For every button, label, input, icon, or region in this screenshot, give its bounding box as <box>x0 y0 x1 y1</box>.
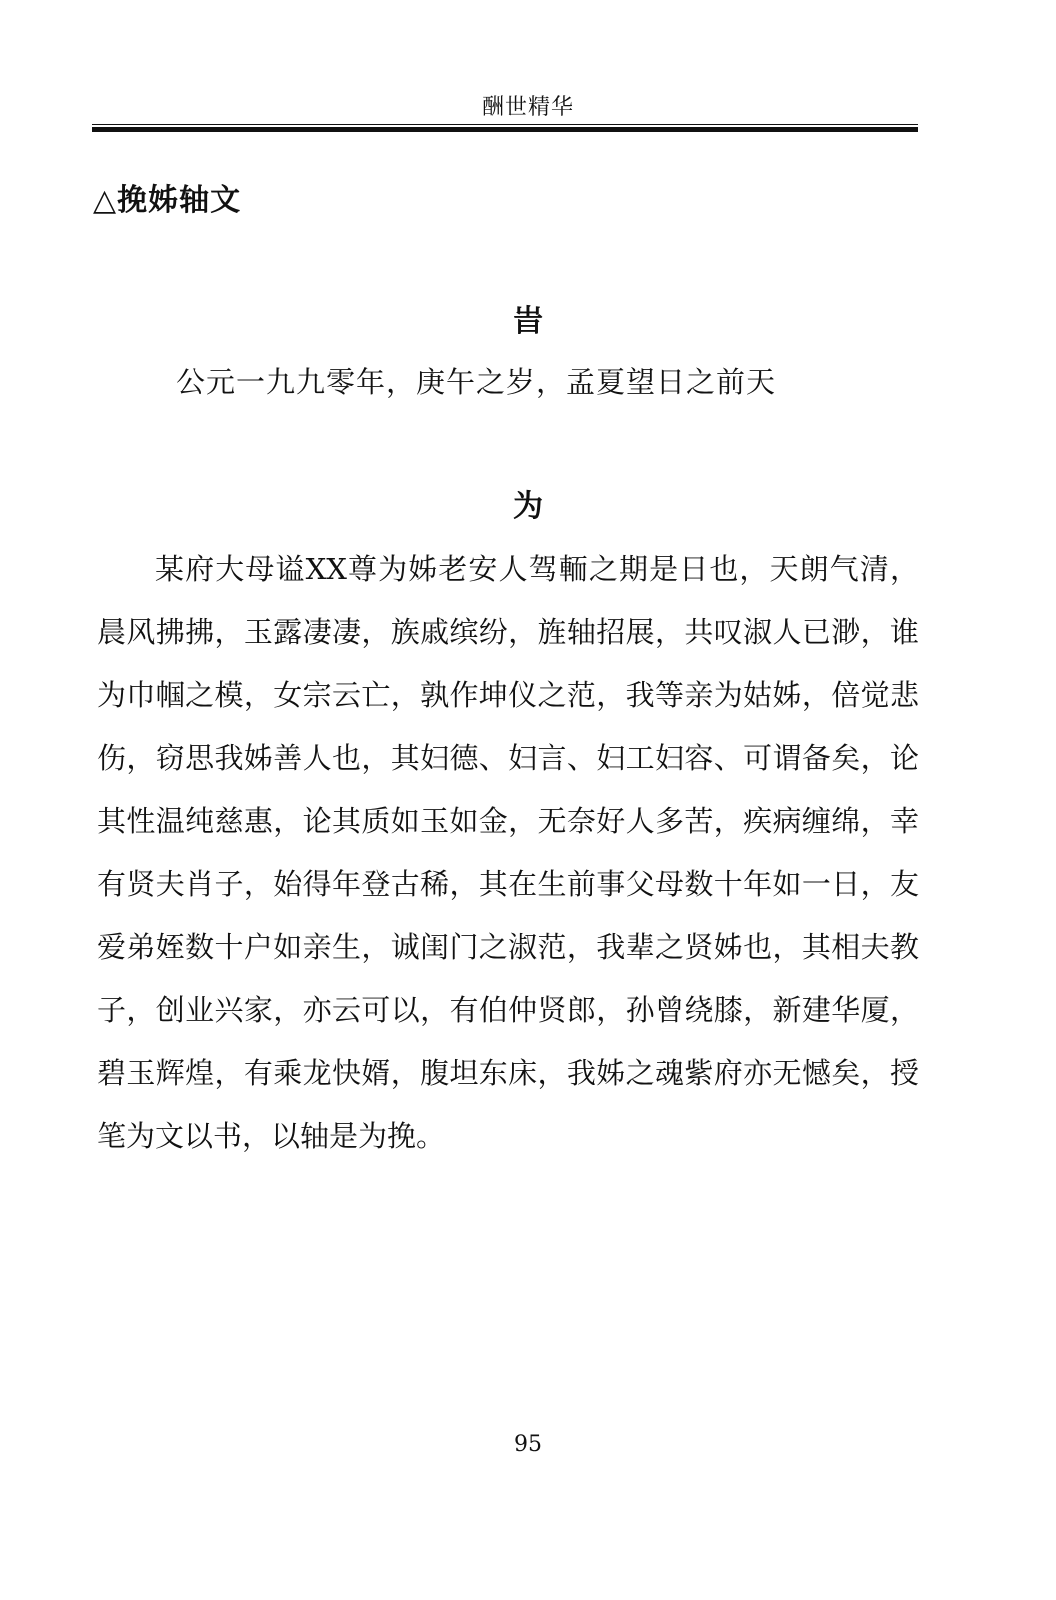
body-paragraph: 某府大母谥XX尊为姊老安人驾輀之期是日也，天朗气清，晨风拂拂，玉露凄凄，族戚缤纷，旌轴招展，共叹淑人已渺，谁为巾帼之模，女宗云亡，孰作坤仪之范，我等亲为姑姊，倍觉悲伤，窃思我姊善人也，其妇德、妇言、妇工妇容、可谓备矣，论其性温纯慈惠，论其质如玉如金，无奈好人多苦，疾病缠绵，幸有贤夫肖子，始得年登古稀，其在生前事父母数十年如一日，友爱弟姪数十户如亲生，诚闺门之淑范，我辈之贤姊也，其相夫教子，创业兴家，亦云可以，有伯仲贤郎，孙曾绕膝，新建华厦，碧玉辉煌，有乘龙快婿，腹坦东床，我姊之魂紫府亦无憾矣，授笔为文以书，以轴是为挽。 <box>97 552 919 1153</box>
page-number: 95 <box>514 1432 542 1457</box>
header-rule <box>92 124 918 133</box>
header-rule-thick-line <box>92 127 918 132</box>
header-rule-thin-line <box>92 124 918 125</box>
centered-word-wei: 为 <box>513 489 543 524</box>
date-line: 公元一九九零年，庚午之岁，孟夏望日之前天 <box>176 365 777 399</box>
running-header-title: 酬世精华 <box>481 95 574 120</box>
centered-word-shi: 旹 <box>513 304 543 339</box>
section-heading: △挽姊轴文 <box>93 183 242 218</box>
